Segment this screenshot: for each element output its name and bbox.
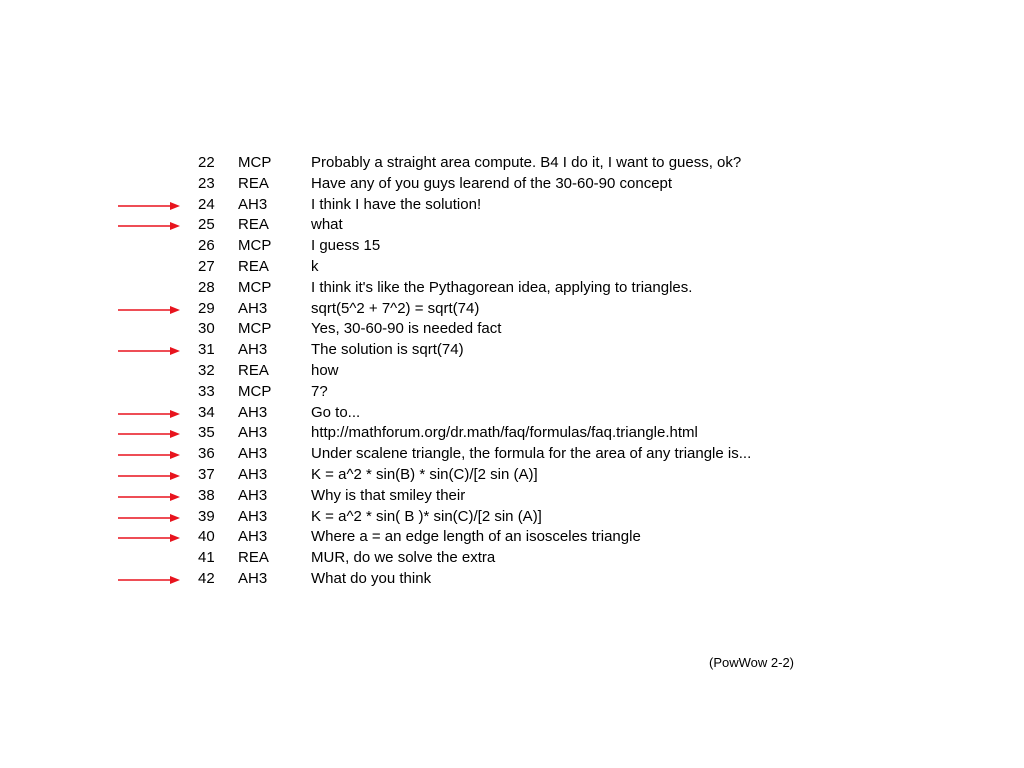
transcript-row <box>0 215 1024 236</box>
message-text: K = a^2 * sin(B) * sin(C)/[2 sin (A)] <box>311 465 538 483</box>
turn-number: 37 <box>198 465 215 483</box>
turn-number: 33 <box>198 382 215 400</box>
speaker-id: AH3 <box>238 403 268 421</box>
red-arrow-icon <box>118 511 180 525</box>
speaker-id: AH3 <box>238 341 268 359</box>
turn-number: 38 <box>198 486 215 504</box>
turn-number: 22 <box>198 154 215 171</box>
red-arrow-icon <box>118 427 180 441</box>
red-arrow-icon <box>118 531 180 545</box>
turn-number: 24 <box>198 195 215 213</box>
message-text: Probably a straight area compute. B4 I do it, I want to guess, ok? <box>311 154 742 171</box>
red-arrow-icon <box>118 490 180 504</box>
turn-number: 23 <box>198 174 215 192</box>
message-text: http://mathforum.org/dr.math/faq/formulas/faq.triangle.html <box>311 424 698 442</box>
transcript-row <box>0 195 1024 216</box>
red-arrow-icon <box>118 573 180 587</box>
turn-number: 26 <box>198 237 215 255</box>
transcript-row <box>0 527 1024 548</box>
speaker-id: REA <box>238 361 269 379</box>
speaker-id: MCP <box>238 154 272 171</box>
speaker-id: AH3 <box>238 195 268 213</box>
speaker-id: AH3 <box>238 486 268 504</box>
turn-number: 34 <box>198 403 215 421</box>
red-arrow-icon <box>118 303 180 317</box>
transcript-row <box>0 361 1024 382</box>
message-text: Yes, 30-60-90 is needed fact <box>311 320 502 338</box>
transcript-row <box>0 153 1024 174</box>
message-text: sqrt(5^2 + 7^2) = sqrt(74) <box>311 299 480 317</box>
turn-number: 25 <box>198 216 215 234</box>
red-arrow-icon <box>118 407 180 421</box>
transcript-row <box>0 403 1024 424</box>
speaker-id: AH3 <box>238 424 268 442</box>
transcript-row <box>0 423 1024 444</box>
speaker-id: REA <box>238 216 269 234</box>
transcript-row <box>0 486 1024 507</box>
turn-number: 32 <box>198 361 215 379</box>
message-text: 7? <box>311 382 328 400</box>
message-text: Go to... <box>311 403 361 421</box>
transcript-row <box>0 319 1024 340</box>
transcript-row <box>0 236 1024 257</box>
transcript-row <box>0 299 1024 320</box>
transcript-row <box>0 548 1024 569</box>
transcript-row <box>0 444 1024 465</box>
turn-number: 36 <box>198 445 215 463</box>
turn-number: 31 <box>198 341 215 359</box>
transcript-row <box>0 257 1024 278</box>
turn-number: 28 <box>198 278 215 296</box>
red-arrow-icon <box>118 219 180 233</box>
source-caption: (PowWow 2-2) <box>709 655 795 670</box>
speaker-id: REA <box>238 174 269 192</box>
turn-number: 42 <box>198 569 215 587</box>
red-arrow-icon <box>118 344 180 358</box>
red-arrow-icon <box>118 199 180 213</box>
transcript-row <box>0 340 1024 361</box>
chat-transcript <box>0 153 1024 590</box>
speaker-id: AH3 <box>238 299 268 317</box>
speaker-id: MCP <box>238 237 272 255</box>
red-arrow-icon <box>118 448 180 462</box>
speaker-id: MCP <box>238 382 272 400</box>
transcript-row <box>0 278 1024 299</box>
message-text: k <box>311 257 319 275</box>
transcript-row <box>0 174 1024 195</box>
message-text: I think I have the solution! <box>311 195 482 213</box>
transcript-row <box>0 382 1024 403</box>
speaker-id: REA <box>238 549 269 567</box>
message-text: The solution is sqrt(74) <box>311 341 464 359</box>
message-text: I guess 15 <box>311 237 381 255</box>
speaker-id: AH3 <box>238 507 268 525</box>
message-text: K = a^2 * sin( B )* sin(C)/[2 sin (A)] <box>311 507 542 525</box>
turn-number: 39 <box>198 507 215 525</box>
message-text: I think it's like the Pythagorean idea, applying to triangles. <box>311 278 693 296</box>
message-text: how <box>311 361 339 379</box>
turn-number: 27 <box>198 257 215 275</box>
message-text: Under scalene triangle, the formula for the area of any triangle is... <box>311 445 752 463</box>
transcript-row <box>0 465 1024 486</box>
transcript-row <box>0 569 1024 590</box>
speaker-id: MCP <box>238 278 272 296</box>
speaker-id: AH3 <box>238 465 268 483</box>
speaker-id: AH3 <box>238 445 268 463</box>
message-text: Have any of you guys learend of the 30-60-90 concept <box>311 174 673 192</box>
message-text: what <box>311 216 343 234</box>
message-text: MUR, do we solve the extra <box>311 549 496 567</box>
turn-number: 41 <box>198 549 215 567</box>
turn-number: 29 <box>198 299 215 317</box>
speaker-id: AH3 <box>238 569 268 587</box>
message-text: Why is that smiley their <box>311 486 466 504</box>
speaker-id: MCP <box>238 320 272 338</box>
turn-number: 35 <box>198 424 215 442</box>
turn-number: 40 <box>198 528 215 546</box>
red-arrow-icon <box>118 469 180 483</box>
transcript-row <box>0 507 1024 528</box>
message-text: What do you think <box>311 569 432 587</box>
speaker-id: REA <box>238 257 269 275</box>
message-text: Where a = an edge length of an isosceles triangle <box>311 528 641 546</box>
speaker-id: AH3 <box>238 528 268 546</box>
turn-number: 30 <box>198 320 215 338</box>
